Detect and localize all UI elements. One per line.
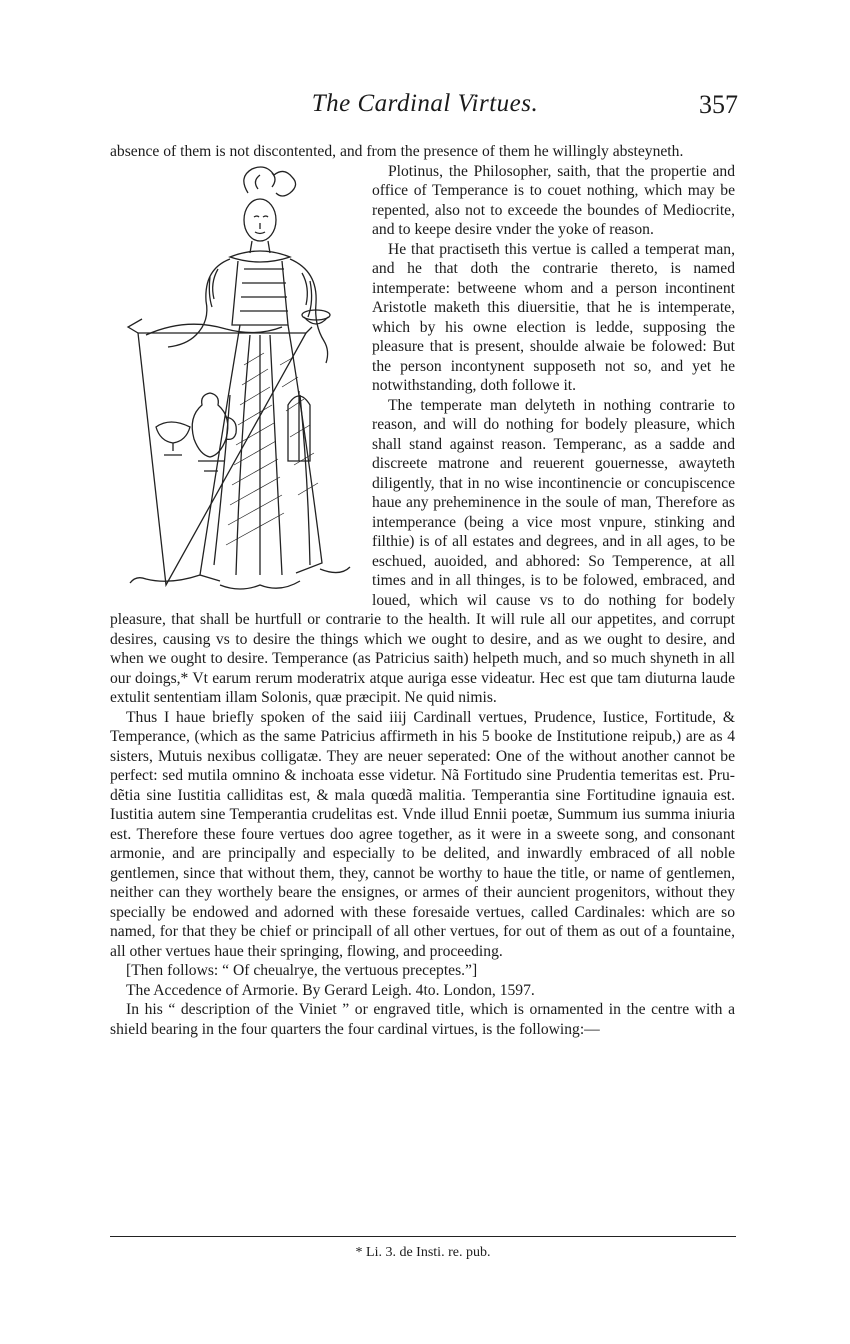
- running-title: The Cardinal Virtues.: [311, 90, 539, 117]
- body-text: [110, 142, 735, 1039]
- temperance-woodcut-illustration: [110, 165, 364, 599]
- paragraph-opening: absence of them is not discontented, and from the presence of them he willingly absteyneth.: [110, 143, 684, 160]
- paragraph-description-viniet: In his “ description of the Viniet ” or engraved title, which is ornamented in the centre with a shield bearing in the four quarters the four cardinal virtues, is the following:—: [110, 1001, 735, 1038]
- page-header: [110, 88, 740, 128]
- footnote-rule: [110, 1236, 736, 1237]
- paragraph-temperat-man: He that practiseth this vertue is called a temperat man, and he that doth the contrarie thereto, is named intemperate: betweene whom and a person incontinent Aristotle maketh this diuersitie, that he is intemperate, which by his owne election is ledde, supposing the pleasure that is present, shoulde alwaie be folowed: But the person incontynent supposeth not so, and yet he notwithstanding, doth followe it.: [372, 240, 735, 394]
- paragraph-cardinall-vertues: Thus I haue briefly spoken of the said iiij Cardinall vertues, Prudence, Iustice, Fortitude, & Temperance, (which as the same Patricius affirmeth in his 5 booke de Institutione reipub,) are as 4 sisters, Mutuis nexibus colligatæ. They are neuer seperated: One of the without another cannot be perfect: sed mutila omnino & inchoata esse videtur. Nã Fortitudo sine Prudentia temeritas est. Prudẽtia sine Iustitia calliditas est, & mala quœdã malitia. Temperantia sine Fortitudine ignauia est. Iustitia autem sine Temperantia crudelitas est. Vnde illud Ennii poetæ, Summum ius summa iniuria est. Therefore these foure vertues doo agree together, as it were in a sweete song, and consonant armonie, and are principally and especially to be delited, and inwardly embraced of all noble gentlemen, since that without them, they, cannot be worthy to haue the title, or name of gentlemen, neither can they worthely beare the ensignes, or armes of their auncient progenitors, without they specially be endowed and adorned with these foresaide vertues, called Cardinales: which are so named, for that they be chief or principall of all other vertues, for out of them as out of a fountaine, all other vertues haue their springing, flowing, and proceeding.: [110, 708, 735, 960]
- paragraph-temperate-delyteth: The temperate man delyteth in nothing contrarie to reason, and will do nothing for bodely pleasure, which shall stand against reason. Temperanc, as a sadde and discreete matrone and reuerent gouernesse, awayteth diligently, that in no wise incontinencie or concupiscence haue any preheminence in the soule of man, Therefore as intemperance (being a vice most vnpure, stinking and filthie) is of all estates and degrees, and in all ages, to be eschued, auoided, and abhored: So Temperence, at all times and in all thinges, is to be folowed, embraced, and loued, which wil cause vs to do nothing for bodely pleasure, that shall be hurtfull or contrarie to the health. It will rule all our appetites, and corrupt desires, causing vs to desire the things which we ought to desire, and as we ought to desire, and when we ought to desire. Temperance (as Patricius saith) helpeth much, and so much shyneth in all our doings,* Vt earum rerum moderatrix atque auriga esse videatur. Hec est que tam diuturna laude extulit sententiam illam Solonis, quæ præcipit. Ne quid nimis.: [110, 396, 735, 706]
- footnote: * Li. 3. de Insti. re. pub.: [355, 1245, 491, 1260]
- paragraph-then-follows: [Then follows: “ Of cheualrye, the vertuous preceptes.”]: [126, 962, 478, 979]
- page-number: 357: [699, 90, 738, 119]
- paragraph-plotinus: Plotinus, the Philosopher, saith, that the propertie and office of Temperance is to couet nothing, which may be repented, also not to exceede the boundes of Mediocrite, and to keepe desire vnder the yoke of reason.: [372, 162, 735, 238]
- paragraph-accedence: The Accedence of Armorie. By Gerard Leigh. 4to. London, 1597.: [126, 981, 535, 999]
